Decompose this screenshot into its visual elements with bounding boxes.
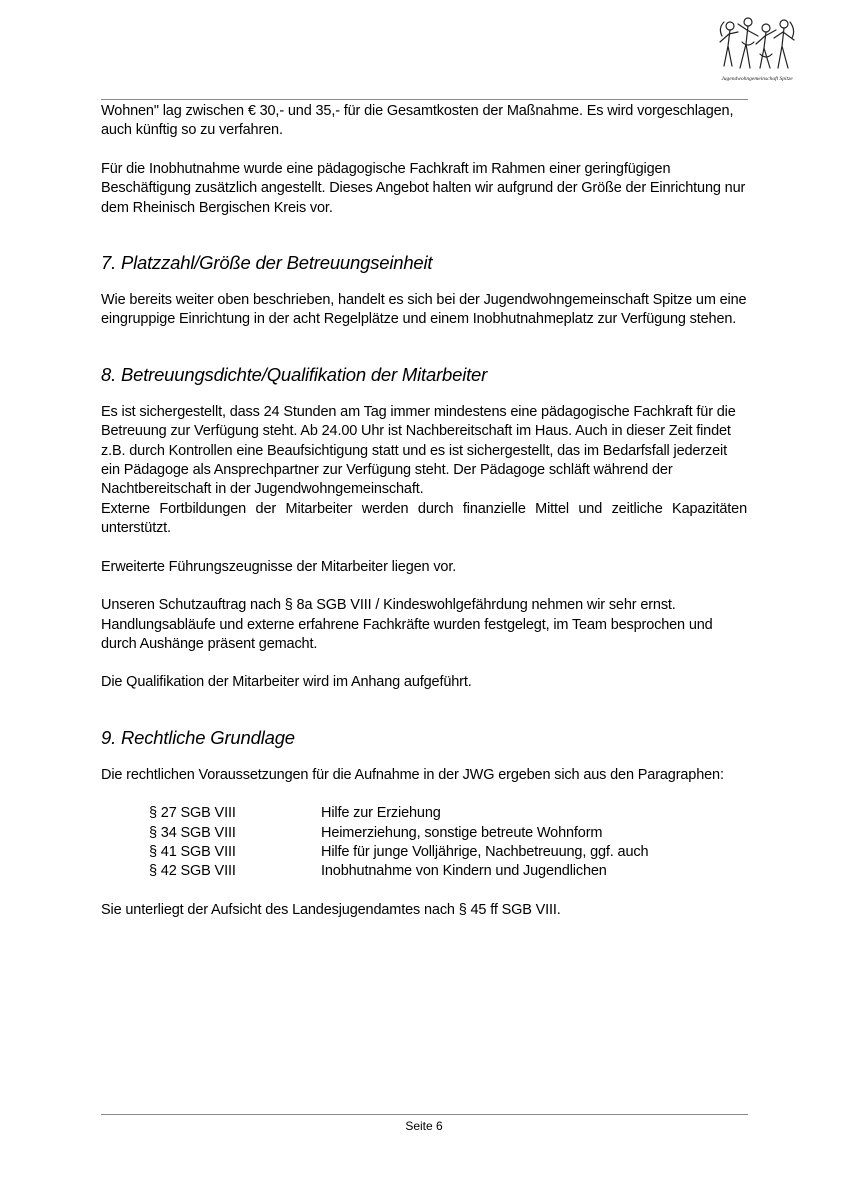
legal-description: Hilfe zur Erziehung bbox=[321, 805, 441, 822]
paragraph: Für die Inobhutnahme wurde eine pädagogische Fachkraft im Rahmen einer geringfügigen Beschäftigung zusätzlich angestellt. Dieses Angebot halten wir aufgrund der Größe der Einrichtung nur dem Rheinisch Bergischen Kreis vor. bbox=[101, 160, 746, 216]
legal-paragraph: § 41 SGB VIII bbox=[149, 843, 236, 860]
header-divider bbox=[101, 99, 748, 100]
legal-description: Heimerziehung, sonstige betreute Wohnform bbox=[321, 824, 603, 841]
logo-caption: Jugendwohngemeinschaft Spitze bbox=[721, 76, 793, 82]
table-row bbox=[149, 804, 648, 823]
legal-description: Hilfe für junge Volljährige, Nachbetreuung, ggf. auch bbox=[321, 843, 649, 860]
table-row bbox=[149, 824, 648, 843]
document-body bbox=[101, 102, 747, 920]
legal-paragraph: § 34 SGB VIII bbox=[149, 824, 236, 841]
paragraph: Sie unterliegt der Aufsicht des Landesjugendamtes nach § 45 ff SGB VIII. bbox=[101, 901, 561, 918]
paragraph: Die rechtlichen Voraussetzungen für die Aufnahme in der JWG ergeben sich aus den Paragraphen: bbox=[101, 766, 724, 783]
paragraph: Erweiterte Führungszeugnisse der Mitarbeiter liegen vor. bbox=[101, 558, 457, 575]
paragraph: Unseren Schutzauftrag nach § 8a SGB VIII / Kindeswohlgefährdung nehmen wir sehr ernst. Handlungsabläufe und externe erfahrene Fachkräfte wurden festgelegt, im Team besprochen und durch Aushänge präsent gemacht. bbox=[101, 597, 713, 652]
footer-divider bbox=[101, 1114, 748, 1115]
legal-description: Inobhutnahme von Kindern und Jugendlichen bbox=[321, 863, 607, 880]
section-heading-7: 7. Platzzahl/Größe der Betreuungseinheit bbox=[101, 252, 433, 274]
legal-paragraph: § 42 SGB VIII bbox=[149, 863, 236, 880]
legal-paragraph: § 27 SGB VIII bbox=[149, 805, 236, 822]
table-row bbox=[149, 862, 648, 881]
section-heading-9: 9. Rechtliche Grundlage bbox=[101, 726, 295, 748]
page-number: Seite 6 bbox=[405, 1119, 443, 1133]
paragraph: Wie bereits weiter oben beschrieben, handelt es sich bei der Jugendwohngemeinschaft Spitze um eine eingruppige Einrichtung in der acht Regelplätze und einem Inobhutnahmeplatz zur Verfügung stehen. bbox=[101, 292, 747, 328]
table-row bbox=[149, 843, 648, 862]
paragraph: Es ist sichergestellt, dass 24 Stunden am Tag immer mindestens eine pädagogische Fachkraft für die Betreuung zur Verfügung steht. Ab 24.00 Uhr ist Nachbereitschaft im Haus. Auch in dieser Zeit findet z.B. durch Kontrollen eine Beaufsichtigung statt und es ist sichergestellt, das im Bedarfsfall jederzeit ein Pädagoge als Ansprechpartner zur Verfügung steht. Der Pädagoge schläft während der Nachtbereitschaft in der Jugendwohngemeinschaft. bbox=[101, 403, 736, 498]
legal-paragraph-table bbox=[149, 804, 648, 882]
paragraph: Externe Fortbildungen der Mitarbeiter werden durch finanzielle Mittel und zeitliche Kapazitäten unterstützt. bbox=[101, 500, 747, 537]
organization-logo bbox=[712, 14, 802, 86]
section-heading-8: 8. Betreuungsdichte/Qualifikation der Mitarbeiter bbox=[101, 363, 488, 385]
paragraph: Wohnen" lag zwischen € 30,- und 35,- für die Gesamtkosten der Maßnahme. Es wird vorgeschlagen, auch künftig so zu verfahren. bbox=[101, 103, 734, 139]
paragraph: Die Qualifikation der Mitarbeiter wird im Anhang aufgeführt. bbox=[101, 674, 472, 691]
